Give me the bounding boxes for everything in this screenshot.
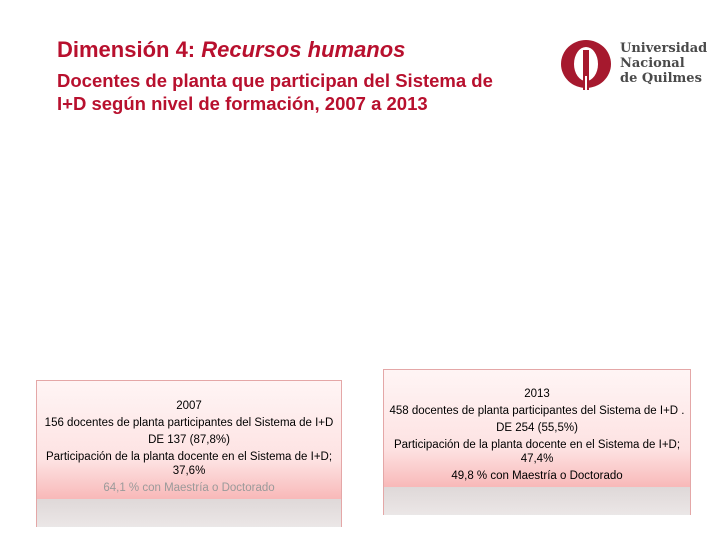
info-box-2013 [383, 369, 691, 515]
box-shadow [37, 499, 341, 527]
logo-line-1: Universidad [620, 41, 708, 56]
box-dedicacion-exclusiva: DE 254 (55,5%) [496, 422, 578, 434]
box-year: 2013 [524, 388, 550, 400]
title-prefix: Dimensión 4: [57, 37, 202, 62]
logo-wordmark [620, 41, 710, 86]
logo-line-2: Nacional [620, 56, 685, 71]
box-year: 2007 [176, 400, 202, 412]
box-formacion: 49,8 % con Maestría o Doctorado [451, 470, 623, 482]
box-shadow [384, 487, 690, 515]
box-formacion: 64,1 % con Maestría o Doctorado [103, 482, 275, 494]
university-logo [558, 36, 708, 96]
logo-line-3: de Quilmes [620, 71, 702, 86]
slide-subtitle: Docentes de planta que participan del Sistema de I+D según nivel de formación, 2007 a 2013 [57, 70, 493, 114]
quilmes-emblem-icon [558, 36, 618, 96]
info-box-2007 [36, 380, 342, 527]
slide-title [57, 36, 527, 64]
box-participacion: Participación de la planta docente en el Sistema de I+D; 47,4% [393, 439, 681, 465]
box-dedicacion-exclusiva: DE 137 (87,8%) [148, 434, 230, 446]
title-block [57, 36, 527, 115]
box-total-docentes: 156 docentes de planta participantes del Sistema de I+D [44, 417, 334, 429]
box-total-docentes: 458 docentes de planta participantes del Sistema de I+D . [389, 405, 685, 417]
box-participacion: Participación de la planta docente en el Sistema de I+D; 37,6% [45, 451, 333, 477]
title-emphasis: Recursos humanos [201, 37, 406, 62]
